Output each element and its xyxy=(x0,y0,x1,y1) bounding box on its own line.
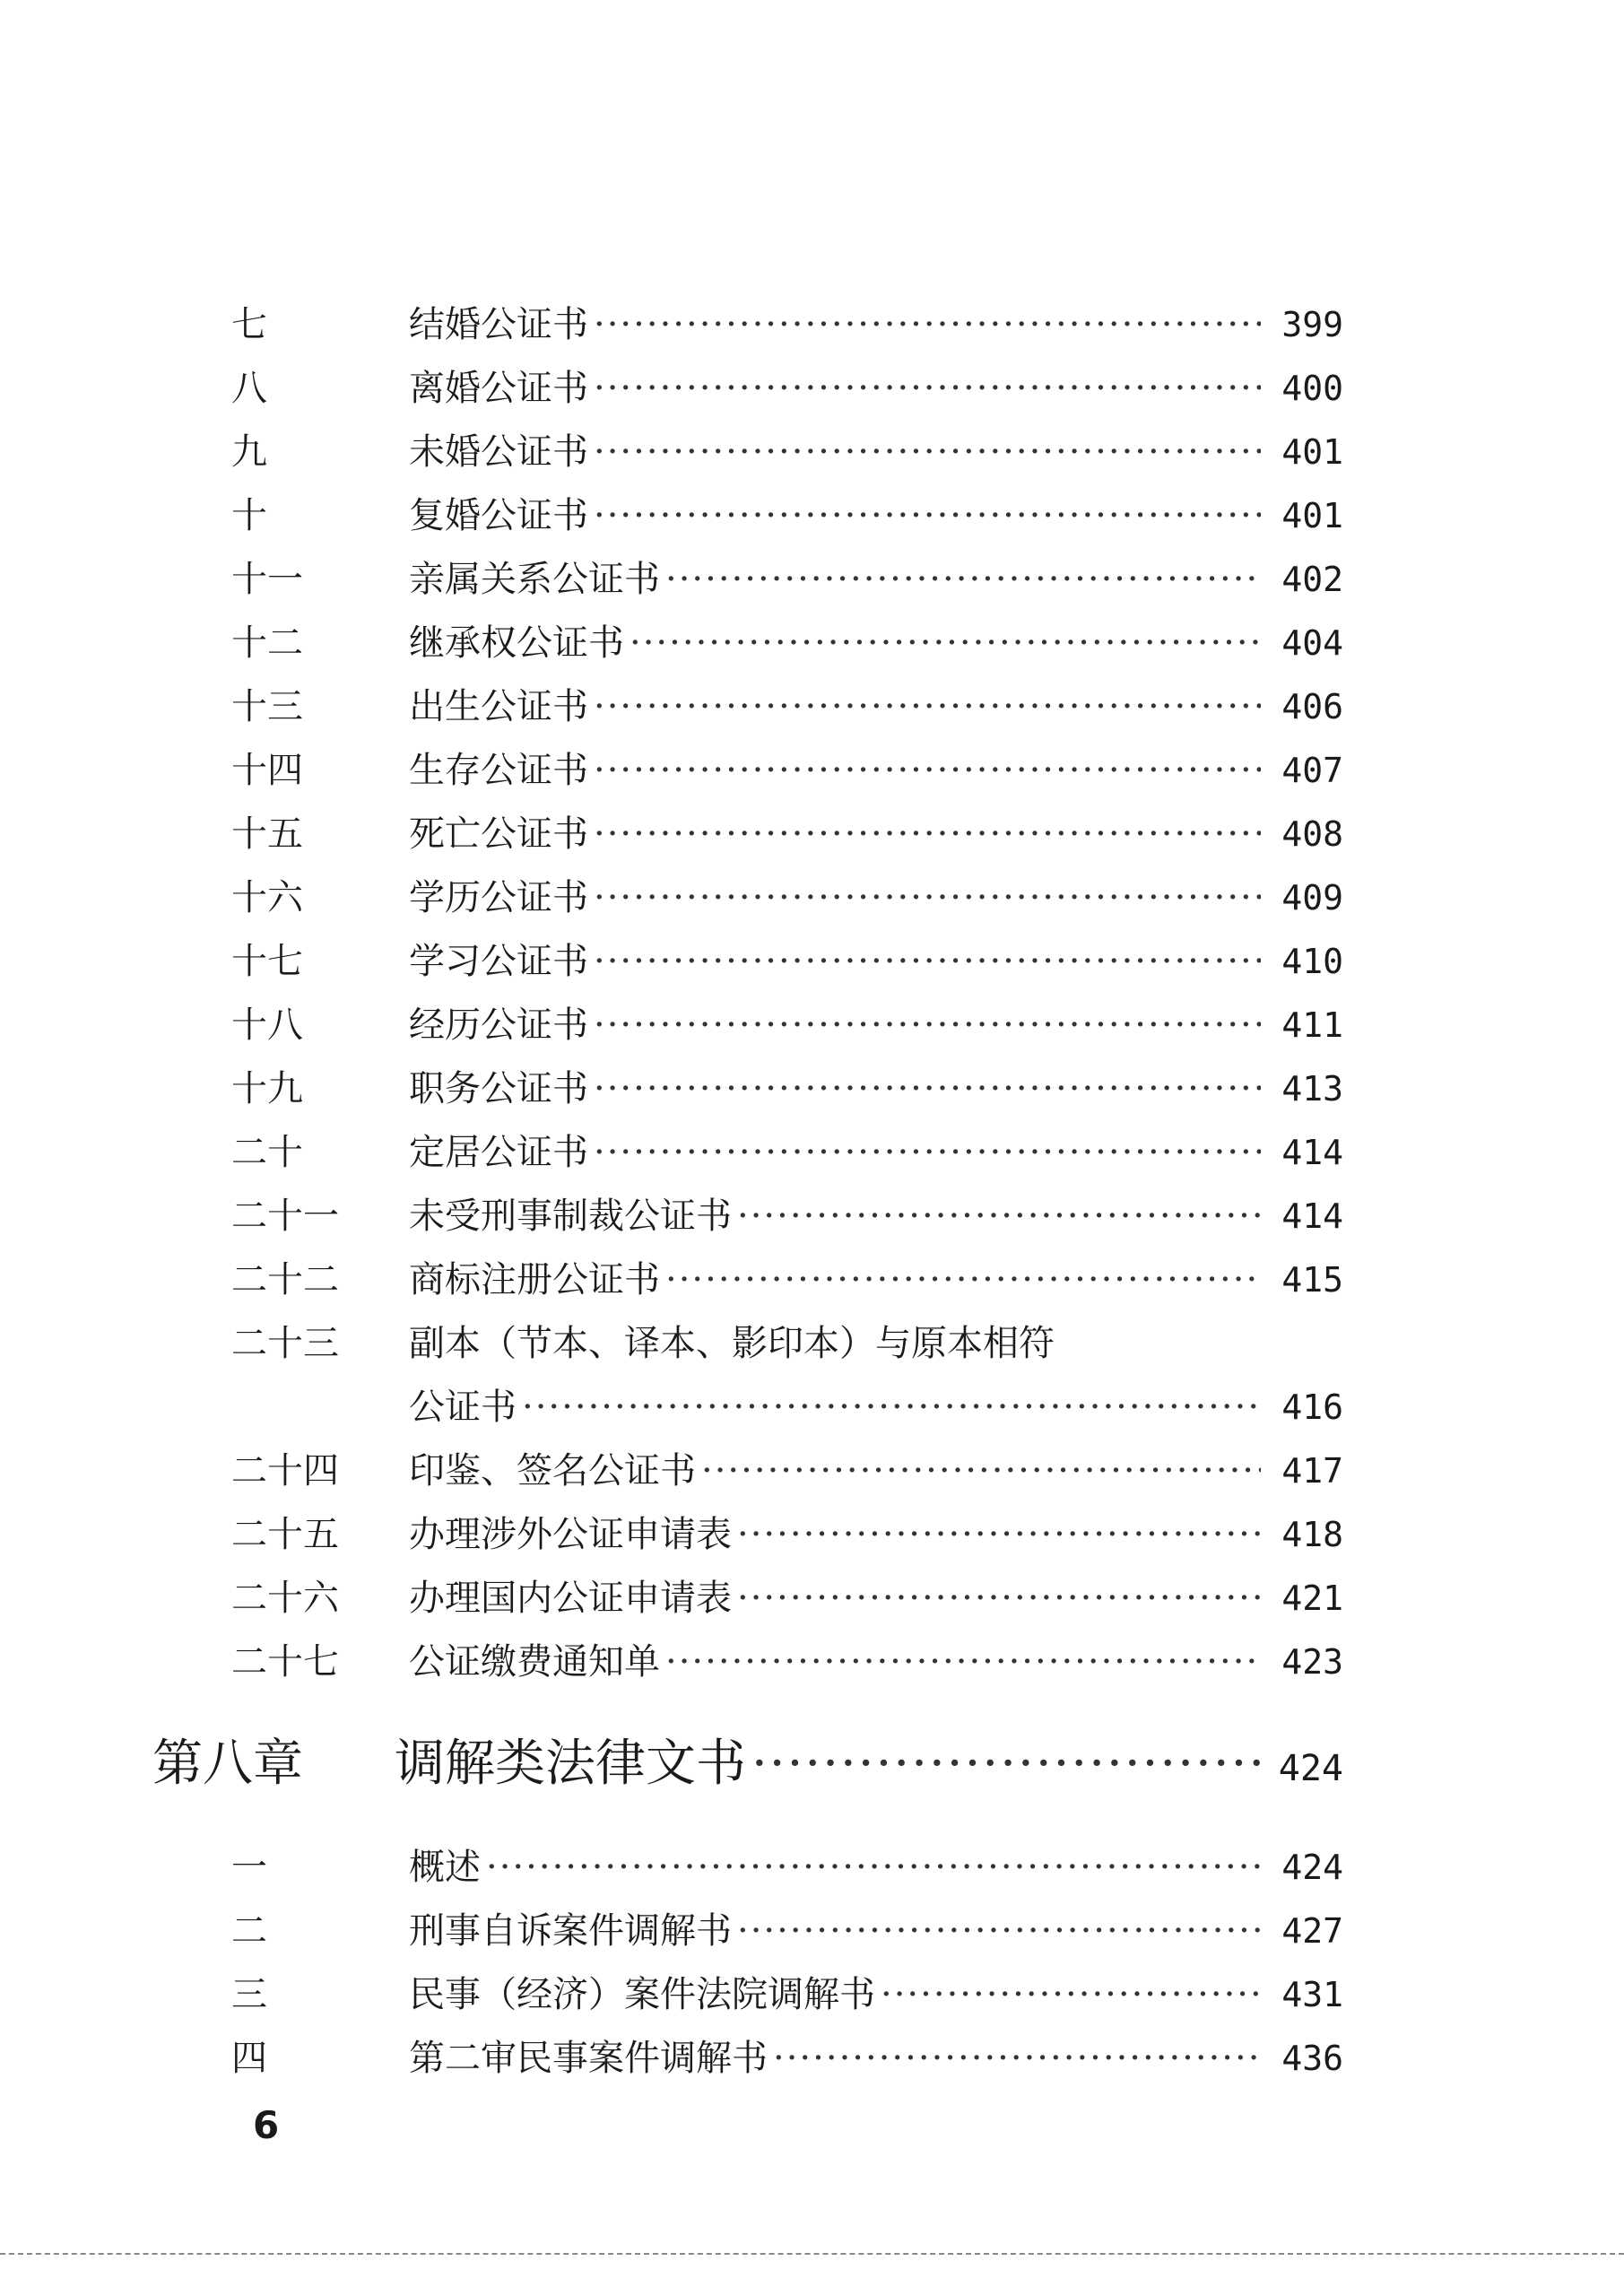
toc-entry xyxy=(231,1506,1343,1570)
dot-leader xyxy=(737,1578,1261,1619)
entry-number: 三 xyxy=(231,1974,267,2015)
dot-leader xyxy=(522,1387,1261,1428)
dot-leader xyxy=(594,877,1261,918)
dot-leader xyxy=(630,622,1261,664)
toc-entry xyxy=(231,296,1343,360)
entry-page: 421 xyxy=(1281,1578,1343,1618)
toc-entry xyxy=(231,1315,1343,1378)
entry-page: 417 xyxy=(1281,1451,1343,1491)
toc-entry xyxy=(231,1442,1343,1506)
entry-title: 亲属关系公证书 xyxy=(409,559,660,600)
entry-page: 414 xyxy=(1281,1133,1343,1172)
entry-page: 404 xyxy=(1281,623,1343,663)
entry-number: 八 xyxy=(231,368,267,409)
toc-entry xyxy=(231,678,1343,742)
entry-title: 职务公证书 xyxy=(409,1068,588,1109)
toc-entry xyxy=(231,996,1343,1060)
dot-leader xyxy=(594,495,1261,536)
toc-entry xyxy=(231,551,1343,614)
chapter-page: 424 xyxy=(1278,1748,1343,1789)
chapter-title: 调解类法律文书 xyxy=(395,1735,746,1793)
entry-title: 结婚公证书 xyxy=(409,304,588,345)
entry-number: 二十 xyxy=(231,1132,303,1173)
entry-page: 401 xyxy=(1281,496,1343,535)
toc-entry xyxy=(231,1902,1343,1966)
entry-number: 七 xyxy=(231,304,267,345)
entry-number: 二十六 xyxy=(231,1578,339,1619)
entry-page: 424 xyxy=(1281,1848,1343,1887)
entry-page: 407 xyxy=(1281,751,1343,790)
entry-page: 411 xyxy=(1281,1005,1343,1045)
entry-title: 生存公证书 xyxy=(409,750,588,791)
dot-leader xyxy=(594,1068,1261,1109)
entry-title: 死亡公证书 xyxy=(409,813,588,855)
entry-page: 408 xyxy=(1281,814,1343,854)
dot-leader xyxy=(737,1196,1261,1237)
entry-page: 401 xyxy=(1281,432,1343,472)
entry-number: 二十四 xyxy=(231,1450,339,1492)
entry-page: 416 xyxy=(1281,1387,1343,1427)
entry-title: 第二审民事案件调解书 xyxy=(409,2038,768,2079)
dot-leader xyxy=(594,686,1261,727)
entry-title: 刑事自诉案件调解书 xyxy=(409,1910,732,1952)
entry-title: 办理涉外公证申请表 xyxy=(409,1514,732,1555)
dot-leader xyxy=(665,1259,1261,1300)
toc-entry-continuation xyxy=(231,1378,1343,1442)
dot-leader xyxy=(486,1847,1261,1888)
entry-title: 副本（节本、译本、影印本）与原本相符 xyxy=(409,1323,1055,1364)
entry-number: 九 xyxy=(231,431,267,473)
entry-number: 十八 xyxy=(231,1004,303,1046)
entry-page: 400 xyxy=(1281,369,1343,408)
entry-title: 继承权公证书 xyxy=(409,622,624,664)
page-number: 6 xyxy=(253,2103,280,2147)
entry-page: 431 xyxy=(1281,1975,1343,2014)
entry-title: 离婚公证书 xyxy=(409,368,588,409)
dot-leader xyxy=(594,1132,1261,1173)
entry-number: 十四 xyxy=(231,750,303,791)
toc-entry xyxy=(231,1570,1343,1633)
dot-leader xyxy=(737,1514,1261,1555)
entry-number: 四 xyxy=(231,2038,267,2079)
entry-title: 印鉴、签名公证书 xyxy=(409,1450,696,1492)
entry-title: 未婚公证书 xyxy=(409,431,588,473)
entry-title: 定居公证书 xyxy=(409,1132,588,1173)
dot-leader xyxy=(594,304,1261,345)
entry-page: 402 xyxy=(1281,560,1343,599)
entry-number: 十一 xyxy=(231,559,303,600)
entry-title: 商标注册公证书 xyxy=(409,1259,660,1300)
toc-entry xyxy=(231,742,1343,805)
toc-entry xyxy=(231,1839,1343,1902)
entry-title: 公证缴费通知单 xyxy=(409,1641,660,1683)
toc-entry xyxy=(231,805,1343,869)
entry-title: 学习公证书 xyxy=(409,941,588,982)
entry-number: 二十三 xyxy=(231,1323,339,1364)
entry-title: 未受刑事制裁公证书 xyxy=(409,1196,732,1237)
entry-title: 概述 xyxy=(409,1847,481,1888)
entry-number: 十九 xyxy=(231,1068,303,1109)
entry-page: 409 xyxy=(1281,878,1343,918)
entry-page: 436 xyxy=(1281,2039,1343,2078)
entry-title: 办理国内公证申请表 xyxy=(409,1578,732,1619)
entry-number: 二十二 xyxy=(231,1259,339,1300)
toc-entry xyxy=(231,423,1343,487)
toc-entry xyxy=(231,360,1343,423)
table-of-contents xyxy=(152,296,1343,2093)
scan-edge-line xyxy=(0,2253,1624,2255)
entry-title: 复婚公证书 xyxy=(409,495,588,536)
entry-number: 十五 xyxy=(231,813,303,855)
toc-entry xyxy=(231,1966,1343,2030)
entry-page: 406 xyxy=(1281,687,1343,726)
toc-entry xyxy=(231,2030,1343,2093)
entry-number: 十六 xyxy=(231,877,303,918)
toc-entry xyxy=(231,1060,1343,1124)
entry-page: 413 xyxy=(1281,1069,1343,1109)
dot-leader xyxy=(594,813,1261,855)
entry-page: 399 xyxy=(1281,305,1343,344)
entry-page: 423 xyxy=(1281,1642,1343,1682)
dot-leader xyxy=(594,750,1261,791)
toc-entry xyxy=(231,1633,1343,1697)
toc-entry xyxy=(231,869,1343,933)
dot-leader xyxy=(594,941,1261,982)
entry-page: 427 xyxy=(1281,1911,1343,1951)
entry-title-continued: 公证书 xyxy=(409,1387,517,1428)
dot-leader xyxy=(737,1910,1261,1952)
dot-leader xyxy=(594,368,1261,409)
chapter-number: 第八章 xyxy=(152,1735,303,1793)
entry-title: 民事（经济）案件法院调解书 xyxy=(409,1974,875,2015)
dot-leader xyxy=(665,1641,1261,1683)
toc-entry xyxy=(231,1187,1343,1251)
toc-entry xyxy=(231,614,1343,678)
entry-number: 十二 xyxy=(231,622,303,664)
entry-number: 十七 xyxy=(231,941,303,982)
dot-leader xyxy=(665,559,1261,600)
dot-leader xyxy=(701,1450,1261,1492)
dot-leader xyxy=(594,1004,1261,1046)
entry-page: 414 xyxy=(1281,1196,1343,1236)
entry-number: 二十五 xyxy=(231,1514,339,1555)
toc-entry xyxy=(231,1251,1343,1315)
entry-number: 二十七 xyxy=(231,1641,339,1683)
entry-page: 410 xyxy=(1281,942,1343,981)
entry-page: 418 xyxy=(1281,1515,1343,1554)
entry-title: 经历公证书 xyxy=(409,1004,588,1046)
entry-page: 415 xyxy=(1281,1260,1343,1300)
dot-leader xyxy=(594,431,1261,473)
entry-title: 出生公证书 xyxy=(409,686,588,727)
toc-entry xyxy=(231,487,1343,551)
chapter-heading xyxy=(152,1724,1343,1822)
dot-leader xyxy=(773,2038,1261,2079)
entry-number: 二 xyxy=(231,1910,267,1952)
toc-entry xyxy=(231,1124,1343,1187)
entry-title: 学历公证书 xyxy=(409,877,588,918)
entry-number: 一 xyxy=(231,1847,267,1888)
dot-leader xyxy=(751,1735,1261,1793)
dot-leader xyxy=(881,1974,1261,2015)
entry-number: 十 xyxy=(231,495,267,536)
entry-number: 二十一 xyxy=(231,1196,339,1237)
entry-number: 十三 xyxy=(231,686,303,727)
toc-entry xyxy=(231,933,1343,996)
